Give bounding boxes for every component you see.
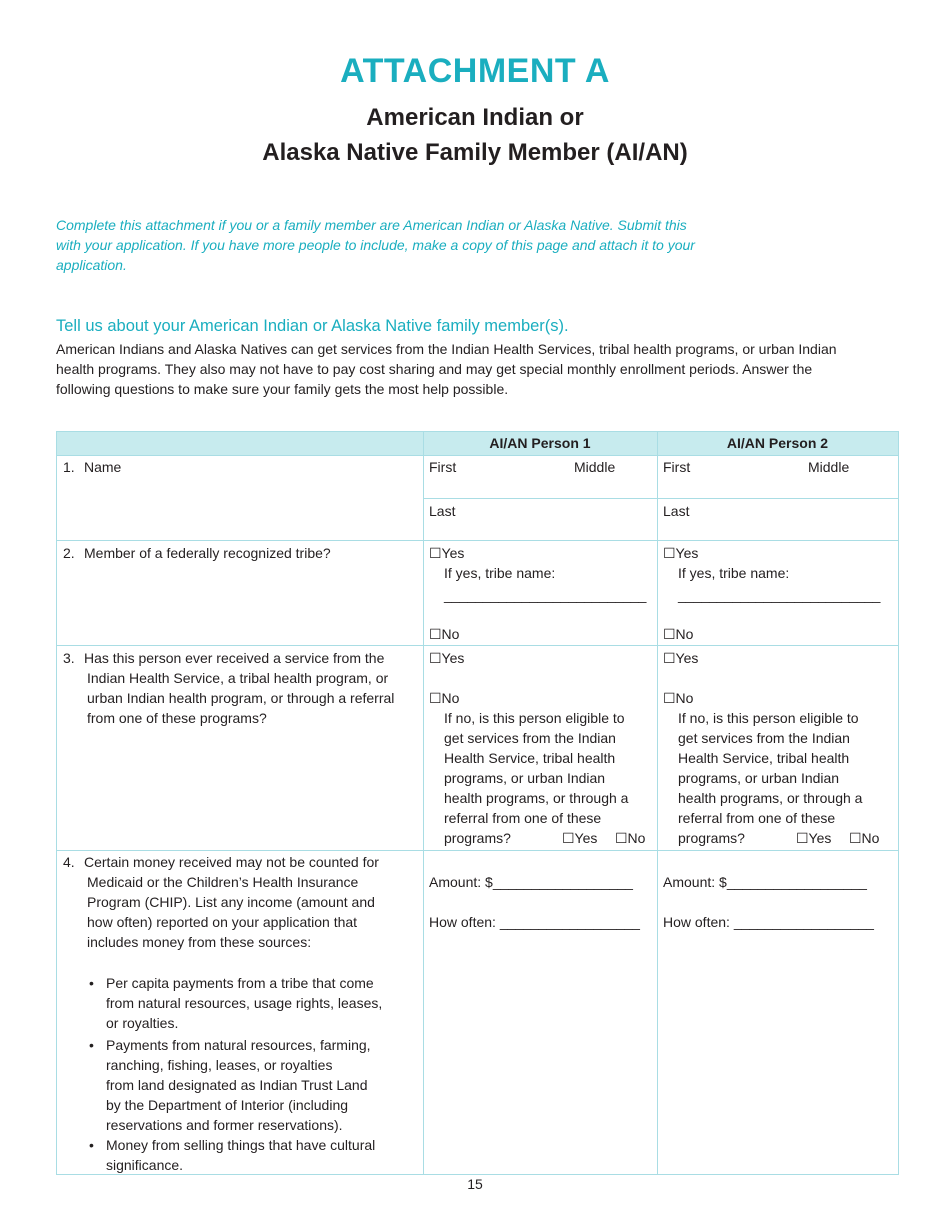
- p1-tribe-name-input[interactable]: __________________________: [444, 587, 647, 603]
- p1-tribe-no-checkbox[interactable]: ☐No: [429, 626, 460, 642]
- bullet-2-line-5: reservations and former reservations).: [106, 1117, 343, 1133]
- p2-eligibility-line-5: health programs, or through a: [678, 790, 863, 806]
- attachment-subtitle: [0, 100, 950, 170]
- question-2-label: Member of a federally recognized tribe?: [84, 545, 331, 561]
- question-3-line-2: Indian Health Service, a tribal health program, or: [87, 670, 389, 686]
- p2-service-yes-checkbox[interactable]: ☐Yes: [663, 650, 699, 666]
- intro-line-3: application.: [56, 257, 127, 273]
- p2-amount-field[interactable]: Amount: $__________________: [663, 874, 867, 890]
- subtitle-line-1: American Indian or: [366, 104, 584, 131]
- row-divider-header: [57, 455, 898, 456]
- p2-tribe-yes-checkbox[interactable]: ☐Yes: [663, 545, 699, 561]
- section-body-line-3: following questions to make sure your family gets the most help possible.: [56, 381, 509, 397]
- attachment-title: ATTACHMENT A: [340, 52, 610, 90]
- p1-eligibility-line-5: health programs, or through a: [444, 790, 629, 806]
- intro-instructions: [56, 215, 756, 275]
- question-4-line-5: includes money from these sources:: [87, 934, 312, 950]
- p1-how-often-field[interactable]: How often: __________________: [429, 914, 640, 930]
- p2-eligibility-question: [678, 708, 893, 828]
- subtitle-line-2: Alaska Native Family Member (AI/AN): [262, 139, 688, 166]
- question-1-number: 1.: [63, 459, 75, 475]
- p1-first-name-field[interactable]: First: [429, 459, 457, 475]
- question-3-line-3: urban Indian health program, or through a referral: [87, 690, 395, 706]
- bullet-1-marker: •: [89, 975, 94, 991]
- intro-line-1: Complete this attachment if you or a family member are American Indian or Alaska Native. Submit this: [56, 217, 687, 233]
- p1-middle-name-field[interactable]: Middle: [574, 459, 616, 475]
- question-4-line-2: Medicaid or the Children’s Health Insurance: [87, 874, 359, 890]
- p2-service-no-checkbox[interactable]: ☐No: [663, 690, 694, 706]
- column-header-person-2: AI/AN Person 2: [726, 435, 829, 451]
- p2-eligible-no-checkbox[interactable]: ☐No: [849, 830, 880, 846]
- p2-how-often-field[interactable]: How often: __________________: [663, 914, 874, 930]
- p2-eligibility-line-7: programs?: [678, 830, 745, 846]
- row-divider-3: [57, 850, 898, 851]
- aian-form-table: [56, 431, 899, 1175]
- p2-eligibility-line-2: get services from the Indian: [678, 730, 850, 746]
- question-4-line-3: Program (CHIP). List any income (amount and: [87, 894, 375, 910]
- p1-eligibility-line-1: If no, is this person eligible to: [444, 710, 625, 726]
- p1-eligibility-line-2: get services from the Indian: [444, 730, 616, 746]
- bullet-3-line-1: Money from selling things that have cultural: [106, 1137, 376, 1153]
- column-header-person-1: AI/AN Person 1: [489, 435, 591, 451]
- section-body: [56, 339, 896, 399]
- row-divider-name-sub: [423, 498, 898, 499]
- p1-tribe-yes-checkbox[interactable]: ☐Yes: [429, 545, 465, 561]
- question-2-number: 2.: [63, 545, 75, 561]
- row-divider-2: [57, 645, 898, 646]
- bullet-1-line-2: from natural resources, usage rights, leases,: [106, 995, 383, 1011]
- column-divider-1: [423, 432, 424, 1174]
- p2-eligibility-line-6: referral from one of these: [678, 810, 836, 826]
- p1-eligibility-line-7: programs?: [444, 830, 511, 846]
- p2-eligible-yes-checkbox[interactable]: ☐Yes: [796, 830, 832, 846]
- bullet-1-line-1: Per capita payments from a tribe that come: [106, 975, 374, 991]
- bullet-2-line-1: Payments from natural resources, farming,: [106, 1037, 371, 1053]
- p1-eligibility-line-6: referral from one of these: [444, 810, 602, 826]
- p1-service-yes-checkbox[interactable]: ☐Yes: [429, 650, 465, 666]
- p1-amount-field[interactable]: Amount: $__________________: [429, 874, 633, 890]
- bullet-2-line-2: ranching, fishing, leases, or royalties: [106, 1057, 333, 1073]
- p2-eligibility-line-1: If no, is this person eligible to: [678, 710, 859, 726]
- question-3-number: 3.: [63, 650, 75, 666]
- question-3-line-1: Has this person ever received a service from the: [84, 650, 385, 666]
- bullet-2-line-3: from land designated as Indian Trust Land: [106, 1077, 368, 1093]
- p2-last-name-field[interactable]: Last: [663, 503, 690, 519]
- p1-last-name-field[interactable]: Last: [429, 503, 456, 519]
- p1-eligibility-line-4: programs, or urban Indian: [444, 770, 606, 786]
- section-body-line-2: health programs. They also may not have to pay cost sharing and may get special monthly enrollment periods. Answer the: [56, 361, 813, 377]
- question-4: [63, 852, 415, 1174]
- p2-eligibility-line-3: Health Service, tribal health: [678, 750, 850, 766]
- row-divider-1: [57, 540, 898, 541]
- page-number: 15: [467, 1176, 483, 1192]
- question-3: [63, 648, 415, 730]
- p1-eligibility-line-3: Health Service, tribal health: [444, 750, 616, 766]
- question-4-line-1: Certain money received may not be counted for: [84, 854, 379, 870]
- p1-service-no-checkbox[interactable]: ☐No: [429, 690, 460, 706]
- bullet-2-marker: •: [89, 1037, 94, 1053]
- section-body-line-1: American Indians and Alaska Natives can get services from the Indian Health Services, tribal health programs, or urban Indian: [56, 341, 837, 357]
- p1-eligible-yes-checkbox[interactable]: ☐Yes: [562, 830, 598, 846]
- bullet-1-line-3: or royalties.: [106, 1015, 179, 1031]
- question-3-line-4: from one of these programs?: [87, 710, 267, 726]
- intro-line-2: with your application. If you have more people to include, make a copy of this page and attach it to your: [56, 237, 695, 253]
- p2-tribe-name-input[interactable]: __________________________: [678, 587, 881, 603]
- question-4-number: 4.: [63, 854, 75, 870]
- question-4-line-4: how often) reported on your application that: [87, 914, 358, 930]
- bullet-2-line-4: by the Department of Interior (including: [106, 1097, 349, 1113]
- section-heading: Tell us about your American Indian or Alaska Native family member(s).: [56, 317, 569, 335]
- p2-tribe-no-checkbox[interactable]: ☐No: [663, 626, 694, 642]
- p2-first-name-field[interactable]: First: [663, 459, 691, 475]
- p1-tribe-name-label: If yes, tribe name:: [444, 565, 556, 581]
- p2-middle-name-field[interactable]: Middle: [808, 459, 850, 475]
- p2-eligibility-line-4: programs, or urban Indian: [678, 770, 840, 786]
- p2-tribe-name-label: If yes, tribe name:: [678, 565, 790, 581]
- p1-eligibility-question: [444, 708, 654, 828]
- question-1-label: Name: [84, 459, 122, 475]
- bullet-3-marker: •: [89, 1137, 94, 1153]
- column-divider-2: [657, 432, 658, 1174]
- bullet-3-line-2: significance.: [106, 1157, 184, 1173]
- p1-eligible-no-checkbox[interactable]: ☐No: [615, 830, 646, 846]
